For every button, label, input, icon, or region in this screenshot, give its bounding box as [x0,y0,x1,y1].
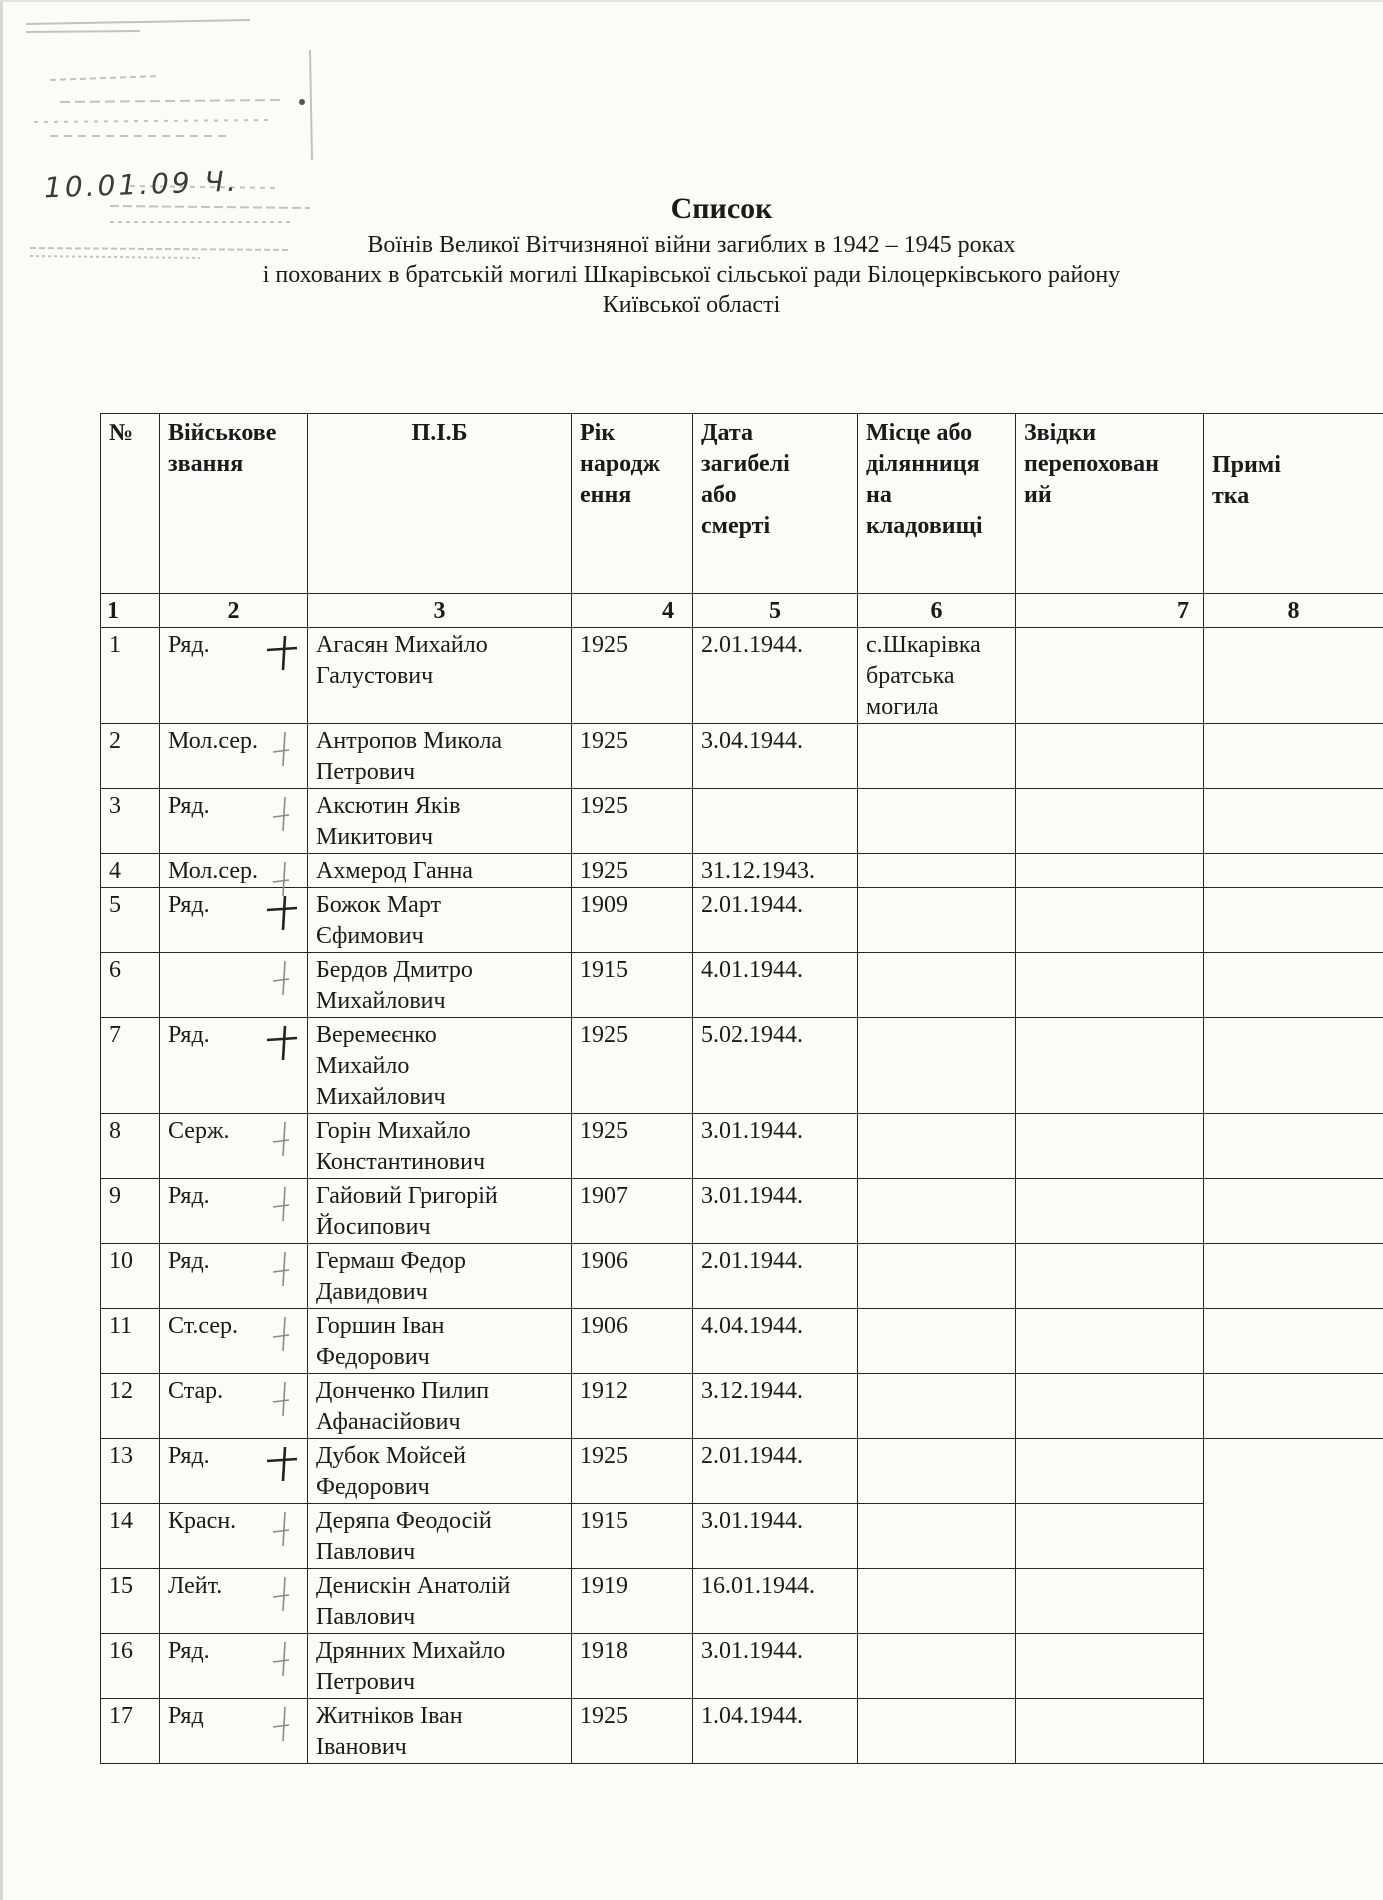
table-row [101,789,1383,854]
rank: Ряд. [160,1634,308,1699]
handwritten-cross-icon [263,795,299,835]
header-row [101,414,1383,594]
header-reburied-from: Звідки перепохован ий [1016,414,1204,594]
row-number: 2 [101,724,160,789]
birth-year: 1909 [572,888,693,953]
rank: Ряд. [160,1439,308,1504]
column-number: 6 [858,594,1016,628]
full-name: Гермаш Федор Давидович [308,1244,572,1309]
burial-place [858,1504,1016,1569]
title-block [0,188,1383,320]
rank: Ряд. [160,789,308,854]
death-date: 16.01.1944. [693,1569,858,1634]
burial-place [858,888,1016,953]
birth-year: 1925 [572,1018,693,1114]
header-burial-place: Місце або ділянниця на кладовищі [858,414,1016,594]
table-row [101,1634,1383,1699]
full-name: Аксютин Яків Микитович [308,789,572,854]
table-row [101,1179,1383,1244]
table-row [101,724,1383,789]
death-date: 2.01.1944. [693,1439,858,1504]
reburied-from [1016,1018,1204,1114]
row-number: 11 [101,1309,160,1374]
notes [1204,1374,1383,1439]
header-name: П.І.Б [308,414,572,594]
burial-place [858,1114,1016,1179]
handwritten-cross-icon [263,1250,299,1290]
table-row [101,1699,1383,1764]
burial-place [858,1439,1016,1504]
full-name: Гайовий Григорій Йосипович [308,1179,572,1244]
death-date: 5.02.1944. [693,1018,858,1114]
table-row [101,953,1383,1018]
table-row [101,1374,1383,1439]
column-number: 8 [1204,594,1383,628]
handwritten-date: 10.01.09 Ч. [43,164,240,205]
full-name: Денискін Анатолій Павлович [308,1569,572,1634]
death-date: 31.12.1943. [693,854,858,888]
full-name: Антропов Микола Петрович [308,724,572,789]
row-number: 7 [101,1018,160,1114]
birth-year: 1925 [572,1439,693,1504]
row-number: 8 [101,1114,160,1179]
full-name: Агасян Михайло Галустович [308,628,572,724]
column-number-row [101,594,1383,628]
death-date: 3.12.1944. [693,1374,858,1439]
death-date: 3.04.1944. [693,724,858,789]
subtitle-line-3: Київської області [602,292,781,318]
reburied-from [1016,1309,1204,1374]
full-name: Бердов Дмитро Михайлович [308,953,572,1018]
header-birth-year: Рік народж ення [572,414,693,594]
birth-year: 1925 [572,1699,693,1764]
row-number: 17 [101,1699,160,1764]
notes [1204,1114,1383,1179]
handwritten-cross-icon [263,730,299,770]
burial-place [858,1374,1016,1439]
table-row [101,854,1383,888]
rank: Красн. [160,1504,308,1569]
handwritten-cross-icon [263,959,299,999]
subtitle-line-1: Воїнів Великої Вітчизняної війни загиблих в 1942 – 1945 роках [367,232,1016,258]
full-name: Житніков Іван Іванович [308,1699,572,1764]
row-number: 9 [101,1179,160,1244]
row-number: 3 [101,789,160,854]
notes [1204,724,1383,789]
full-name: Горін Михайло Константинович [308,1114,572,1179]
notes [1204,1244,1383,1309]
rank: Мол.сер. [160,854,308,888]
birth-year: 1906 [572,1244,693,1309]
scan-edge-top [0,0,1383,2]
reburied-from [1016,628,1204,724]
birth-year: 1912 [572,1374,693,1439]
full-name: Деряпа Феодосій Павлович [308,1504,572,1569]
full-name: Ахмерод Ганна [308,854,572,888]
row-number: 5 [101,888,160,953]
column-number: 7 [1016,594,1204,628]
document-title: Список [670,192,773,225]
column-number: 3 [308,594,572,628]
notes [1204,789,1383,854]
rank: Ряд. [160,1018,308,1114]
table-row [101,888,1383,953]
row-number: 13 [101,1439,160,1504]
birth-year: 1906 [572,1309,693,1374]
handwritten-cross-icon [263,894,299,934]
rank: Ряд. [160,888,308,953]
rank: Ряд. [160,1244,308,1309]
burial-place [858,953,1016,1018]
rank: Ряд. [160,628,308,724]
row-number: 14 [101,1504,160,1569]
full-name: Дубок Мойсей Федорович [308,1439,572,1504]
column-number: 1 [101,594,160,628]
handwritten-cross-icon [263,1024,299,1064]
table-row [101,1114,1383,1179]
subtitle-line-2: і похованих в братській могилі Шкарівської сільської ради Білоцерківського району [262,262,1121,288]
death-date: 3.01.1944. [693,1179,858,1244]
handwritten-cross-icon [263,1640,299,1680]
burial-place [858,854,1016,888]
table-row [101,1569,1383,1634]
handwritten-cross-icon [263,1445,299,1485]
reburied-from [1016,724,1204,789]
rank: Мол.сер. [160,724,308,789]
burial-place [858,1699,1016,1764]
row-number: 10 [101,1244,160,1309]
header-notes: Примі тка [1204,414,1383,594]
full-name: Горшин Іван Федорович [308,1309,572,1374]
rank: Ст.сер. [160,1309,308,1374]
death-date: 2.01.1944. [693,1244,858,1309]
birth-year: 1915 [572,953,693,1018]
death-date: 4.04.1944. [693,1309,858,1374]
column-number: 4 [572,594,693,628]
burial-place [858,1309,1016,1374]
handwritten-cross-icon [263,1185,299,1225]
full-name: Веремеєнко Михайло Михайлович [308,1018,572,1114]
full-name: Дрянних Михайло Петрович [308,1634,572,1699]
birth-year: 1918 [572,1634,693,1699]
death-date: 1.04.1944. [693,1699,858,1764]
header-rank: Військове звання [160,414,308,594]
column-number: 5 [693,594,858,628]
burial-place [858,1244,1016,1309]
full-name: Донченко Пилип Афанасійович [308,1374,572,1439]
death-date: 2.01.1944. [693,628,858,724]
death-date: 3.01.1944. [693,1114,858,1179]
notes [1204,854,1383,888]
burial-place [858,1179,1016,1244]
handwritten-cross-icon [263,1380,299,1420]
burial-place [858,789,1016,854]
birth-year: 1915 [572,1504,693,1569]
table-row [101,1018,1383,1114]
reburied-from [1016,1504,1204,1569]
handwritten-cross-icon [263,1315,299,1355]
burial-place [858,724,1016,789]
handwritten-cross-icon [263,1575,299,1615]
table-row [101,1504,1383,1569]
notes [1204,953,1383,1018]
rank [160,953,308,1018]
table-row [101,628,1383,724]
reburied-from [1016,953,1204,1018]
burial-place: с.Шкарівка братська могила [858,628,1016,724]
reburied-from [1016,1179,1204,1244]
reburied-from [1016,1114,1204,1179]
birth-year: 1925 [572,854,693,888]
burial-list-table [100,413,1383,1764]
handwritten-cross-icon [263,634,299,674]
row-number: 1 [101,628,160,724]
rank: Стар. [160,1374,308,1439]
row-number: 6 [101,953,160,1018]
handwritten-cross-icon [263,1705,299,1745]
death-date: 4.01.1944. [693,953,858,1018]
birth-year: 1925 [572,1114,693,1179]
row-number: 12 [101,1374,160,1439]
row-number: 16 [101,1634,160,1699]
burial-place [858,1634,1016,1699]
birth-year: 1925 [572,628,693,724]
row-number: 4 [101,854,160,888]
table-row [101,1309,1383,1374]
rank: Лейт. [160,1569,308,1634]
table-row [101,1439,1383,1504]
rank: Серж. [160,1114,308,1179]
rank: Ряд. [160,1179,308,1244]
reburied-from [1016,1569,1204,1634]
reburied-from [1016,789,1204,854]
birth-year: 1925 [572,724,693,789]
reburied-from [1016,1699,1204,1764]
reburied-from [1016,854,1204,888]
birth-year: 1925 [572,789,693,854]
death-date [693,789,858,854]
reburied-from [1016,888,1204,953]
header-death-date: Дата загибелі або смерті [693,414,858,594]
birth-year: 1919 [572,1569,693,1634]
notes [1204,1018,1383,1114]
rank: Ряд [160,1699,308,1764]
handwritten-cross-icon [263,1120,299,1160]
notes [1204,888,1383,953]
handwritten-cross-icon [263,1510,299,1550]
notes [1204,628,1383,724]
notes [1204,1179,1383,1244]
reburied-from [1016,1439,1204,1504]
header-number: № [101,414,160,594]
birth-year: 1907 [572,1179,693,1244]
full-name: Божок Март Єфимович [308,888,572,953]
reburied-from [1016,1244,1204,1309]
death-date: 3.01.1944. [693,1634,858,1699]
burial-place [858,1018,1016,1114]
column-number: 2 [160,594,308,628]
reburied-from [1016,1374,1204,1439]
death-date: 2.01.1944. [693,888,858,953]
burial-place [858,1569,1016,1634]
death-date: 3.01.1944. [693,1504,858,1569]
notes [1204,1439,1383,1764]
reburied-from [1016,1634,1204,1699]
notes [1204,1309,1383,1374]
table-row [101,1244,1383,1309]
row-number: 15 [101,1569,160,1634]
